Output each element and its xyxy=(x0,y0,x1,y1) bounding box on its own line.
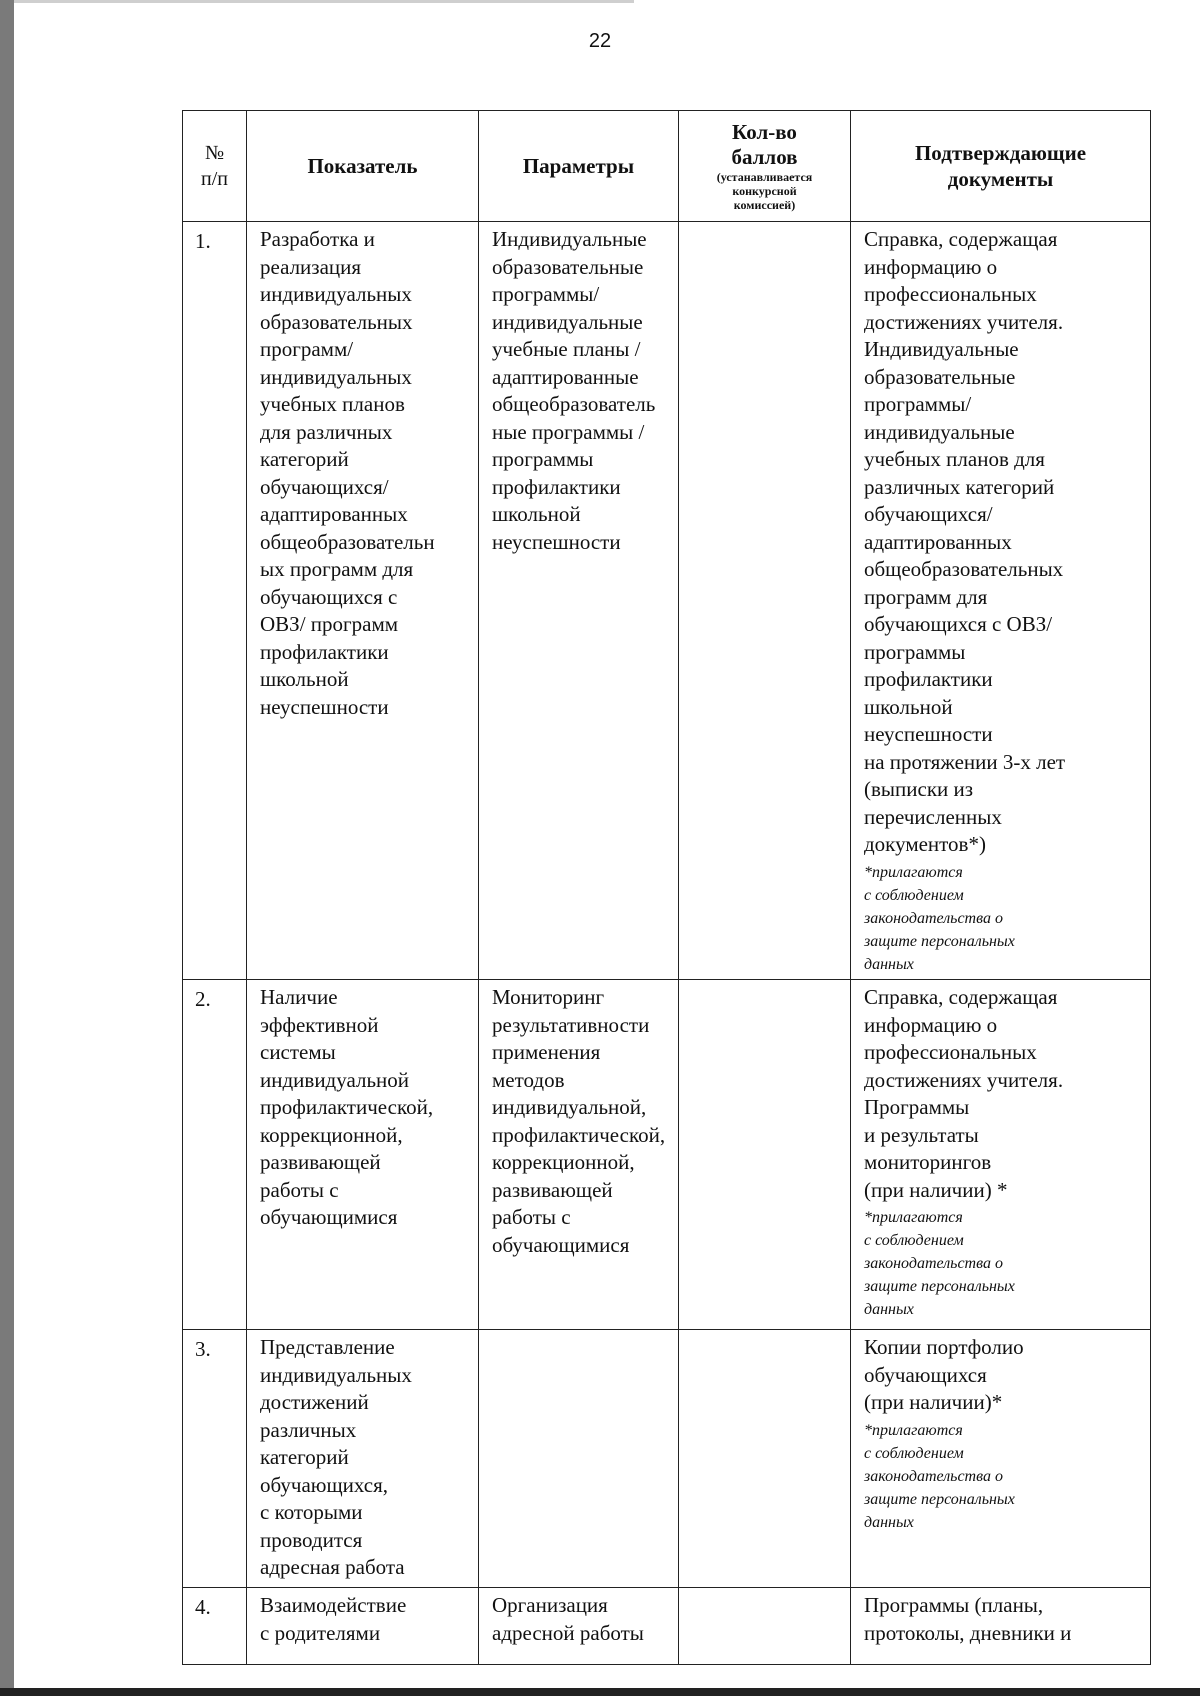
parameters-cell: Индивидуальные образовательные программы/ индивидуальные учебные планы / адаптированные общеобразователь ные программы / программы профилактики школьной неуспешности xyxy=(479,222,679,980)
score-cell xyxy=(679,222,851,980)
indicator-cell: Разработка и реализация индивидуальных образовательных программ/ индивидуальных учебных планов для различных категорий обучающихся/ адаптированных общеобразовательн ых программ для обучающихся с ОВЗ/ программ профилактики школьной неуспешности xyxy=(247,222,479,980)
scan-top-edge xyxy=(14,0,634,3)
table-row xyxy=(183,1330,1151,1588)
header-num: № п/п xyxy=(183,111,247,222)
table-header-row xyxy=(183,111,1151,222)
personal-data-note: *прилагаются с соблюдением законодательства о защите персональных данных xyxy=(864,863,1015,973)
score-cell xyxy=(679,980,851,1330)
parameters-cell xyxy=(479,1330,679,1588)
header-score-note: (устанавливается конкурсной комиссией) xyxy=(716,170,813,212)
documents-cell: Копии портфолио обучающихся (при наличии)* *прилагаются с соблюдением законодательства о защите персональных данных xyxy=(851,1330,1151,1588)
score-cell xyxy=(679,1330,851,1588)
documents-cell: Справка, содержащая информацию о профессиональных достижениях учителя. Программы и результаты мониторингов (при наличии) * *прилагаются с соблюдением законодательства о защите персональных данных xyxy=(851,980,1151,1330)
header-score-title: Кол-во баллов xyxy=(731,120,798,169)
row-number: 4. xyxy=(183,1588,247,1665)
criteria-table xyxy=(182,110,1151,1665)
indicator-cell: Взаимодействие с родителями xyxy=(247,1588,479,1665)
scan-bottom-edge xyxy=(0,1688,1200,1696)
parameters-cell: Организация адресной работы xyxy=(479,1588,679,1665)
header-score xyxy=(679,111,851,222)
documents-cell: Программы (планы, протоколы, дневники и xyxy=(851,1588,1151,1665)
header-documents: Подтверждающие документы xyxy=(851,111,1151,222)
documents-cell: Справка, содержащая информацию о профессиональных достижениях учителя. Индивидуальные образовательные программы/ индивидуальные учебных планов для различных категорий обучающихся/ адаптированных общеобразовательных программ для обучающихся с ОВЗ/ программы профилактики школьной неуспешности на протяжении 3-х лет (выписки из перечисленных документов*) *прилагаются с соблюдением законодательства о защите персональных данных xyxy=(851,222,1151,980)
table-row xyxy=(183,1588,1151,1665)
header-parameters: Параметры xyxy=(479,111,679,222)
table-row xyxy=(183,980,1151,1330)
score-cell xyxy=(679,1588,851,1665)
row-number: 2. xyxy=(183,980,247,1330)
row-number: 3. xyxy=(183,1330,247,1588)
personal-data-note: *прилагаются с соблюдением законодательства о защите персональных данных xyxy=(864,1209,1015,1318)
parameters-cell: Мониторинг результативности применения методов индивидуальной, профилактической, коррекционной, развивающей работы с обучающимися xyxy=(479,980,679,1330)
indicator-cell: Наличие эффективной системы индивидуальной профилактической, коррекционной, развивающей работы с обучающимися xyxy=(247,980,479,1330)
table-row xyxy=(183,222,1151,980)
scan-left-edge xyxy=(0,0,14,1696)
personal-data-note: *прилагаются с соблюдением законодательства о защите персональных данных xyxy=(864,1421,1015,1531)
page-number: 22 xyxy=(588,30,612,52)
row-number: 1. xyxy=(183,222,247,980)
indicator-cell: Представление индивидуальных достижений различных категорий обучающихся, с которыми проводится адресная работа xyxy=(247,1330,479,1588)
header-indicator: Показатель xyxy=(247,111,479,222)
